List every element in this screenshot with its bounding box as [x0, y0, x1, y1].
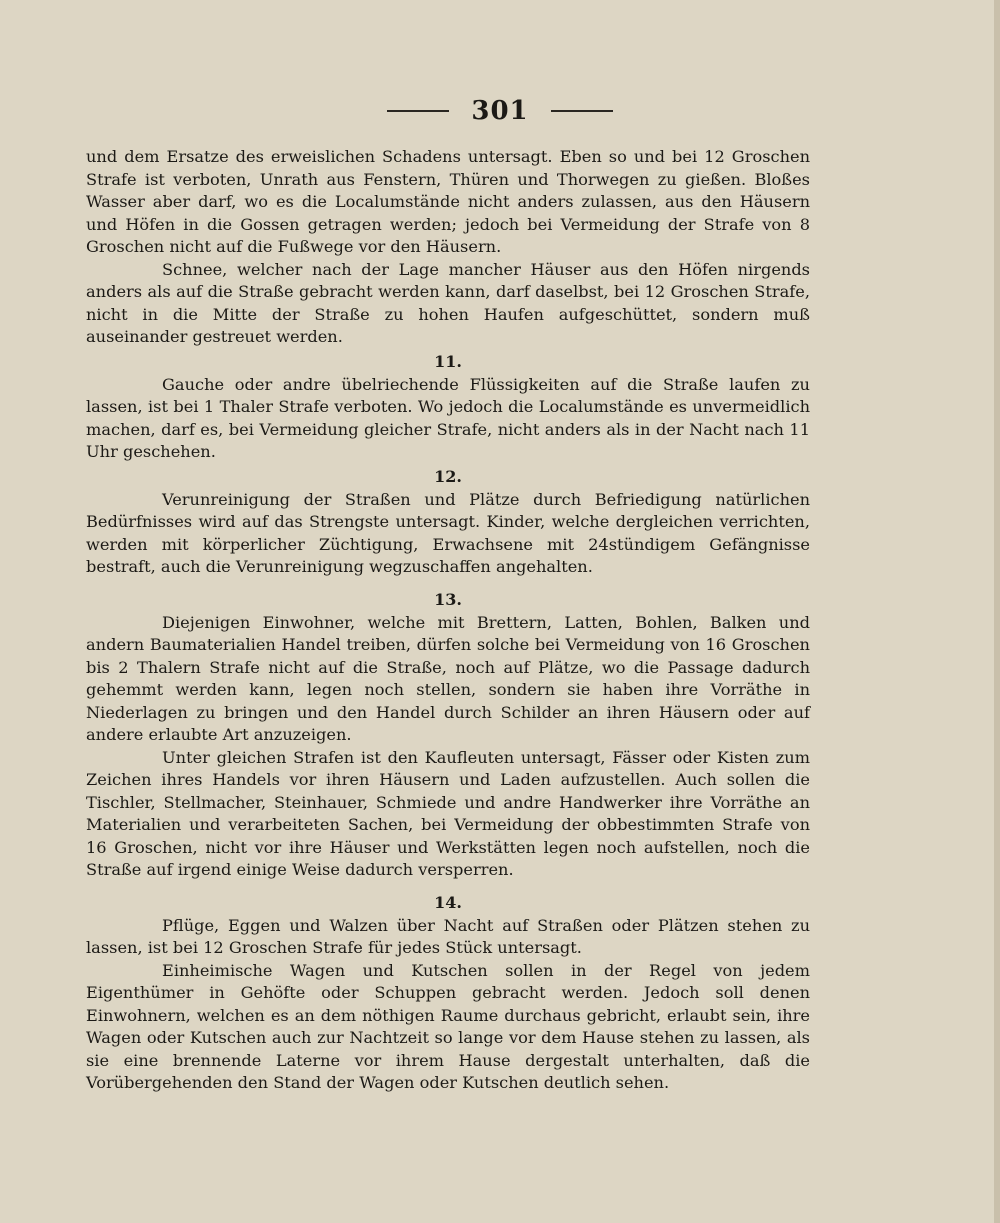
- paragraph: Gauche oder andre übelriechende Flüssigkeiten auf die Straße laufen zu lassen, ist bei 1 Thaler Strafe verboten. Wo jedoch die Localumstände es unvermeidlich machen, darf es, bei Vermeidung gleicher Strafe, nicht anders als in der Nacht nach 11 Uhr geschehen.: [86, 374, 810, 461]
- header-rule-right: [551, 110, 613, 112]
- header-rule-left: [387, 110, 449, 112]
- page-number: 301: [471, 96, 529, 126]
- body-text: [86, 146, 810, 1095]
- paragraph: Diejenigen Einwohner, welche mit Brettern, Latten, Bohlen, Balken und andern Baumaterialien Handel treiben, dürfen solche bei Vermeidung von 16 Groschen bis 2 Thalern Strafe nicht auf die Straße, noch auf Plätze, wo die Passage dadurch gehemmt werden kann, legen noch stellen, sondern sie haben ihre Vorräthe in Niederlagen zu bringen und den Handel durch Schilder an ihren Häusern oder auf andere erlaubte Art anzuzeigen.: [86, 612, 810, 744]
- section-number: 13.: [434, 589, 462, 609]
- section-number: 12.: [434, 466, 462, 486]
- section-number: 14.: [434, 892, 462, 912]
- page-edge: [994, 0, 1000, 1223]
- page-header: [0, 96, 1000, 126]
- paragraph: und dem Ersatze des erweislichen Schadens untersagt. Eben so und bei 12 Groschen Strafe ist verboten, Unrath aus Fenstern, Thüren und Thorwegen zu gießen. Bloßes Wasser aber darf, wo es die Localumstände nicht anders zulassen, aus den Häusern und Höfen in die Gossen getragen werden; jedoch bei Vermeidung der Strafe von 8 Groschen nicht auf die Fußwege vor den Häusern.: [86, 147, 810, 256]
- section-number: 11.: [434, 351, 462, 371]
- paragraph: Unter gleichen Strafen ist den Kaufleuten untersagt, Fässer oder Kisten zum Zeichen ihres Handels vor ihren Häusern und Laden aufzustellen. Auch sollen die Tischler, Stellmacher, Steinhauer, Schmiede und andre Handwerker ihre Vorräthe an Materialien und verarbeiteten Sachen, bei Vermeidung der obbestimmten Strafe von 16 Groschen, nicht vor ihre Häuser und Werkstätten legen noch aufstellen, noch die Straße auf irgend einige Weise dadurch versperren.: [86, 747, 810, 879]
- paragraph: Pflüge, Eggen und Walzen über Nacht auf Straßen oder Plätzen stehen zu lassen, ist bei 12 Groschen Strafe für jedes Stück untersagt.: [86, 915, 810, 957]
- paragraph: Verunreinigung der Straßen und Plätze durch Befriedigung natürlichen Bedürfnisses wird auf das Strengste untersagt. Kinder, welche dergleichen verrichten, werden mit körperlicher Züchtigung, Erwachsene mit 24stündigem Gefängnisse bestraft, auch die Verunreinigung wegzuschaffen angehalten.: [86, 489, 810, 576]
- paragraph: Schnee, welcher nach der Lage mancher Häuser aus den Höfen nirgends anders als auf die Straße gebracht werden kann, darf daselbst, bei 12 Groschen Strafe, nicht in die Mitte der Straße zu hohen Haufen aufgeschüttet, sondern muß auseinander gestreuet werden.: [86, 259, 810, 346]
- paragraph: Einheimische Wagen und Kutschen sollen in der Regel von jedem Eigenthümer in Gehöfte oder Schuppen gebracht werden. Jedoch soll denen Einwohnern, welchen es an dem nöthigen Raume durchaus gebricht, erlaubt sein, ihre Wagen oder Kutschen auch zur Nachtzeit so lange vor dem Hause stehen zu lassen, als sie eine brennende Laterne vor ihrem Hause dergestalt unterhalten, daß die Vorübergehenden den Stand der Wagen oder Kutschen deutlich sehen.: [86, 960, 810, 1092]
